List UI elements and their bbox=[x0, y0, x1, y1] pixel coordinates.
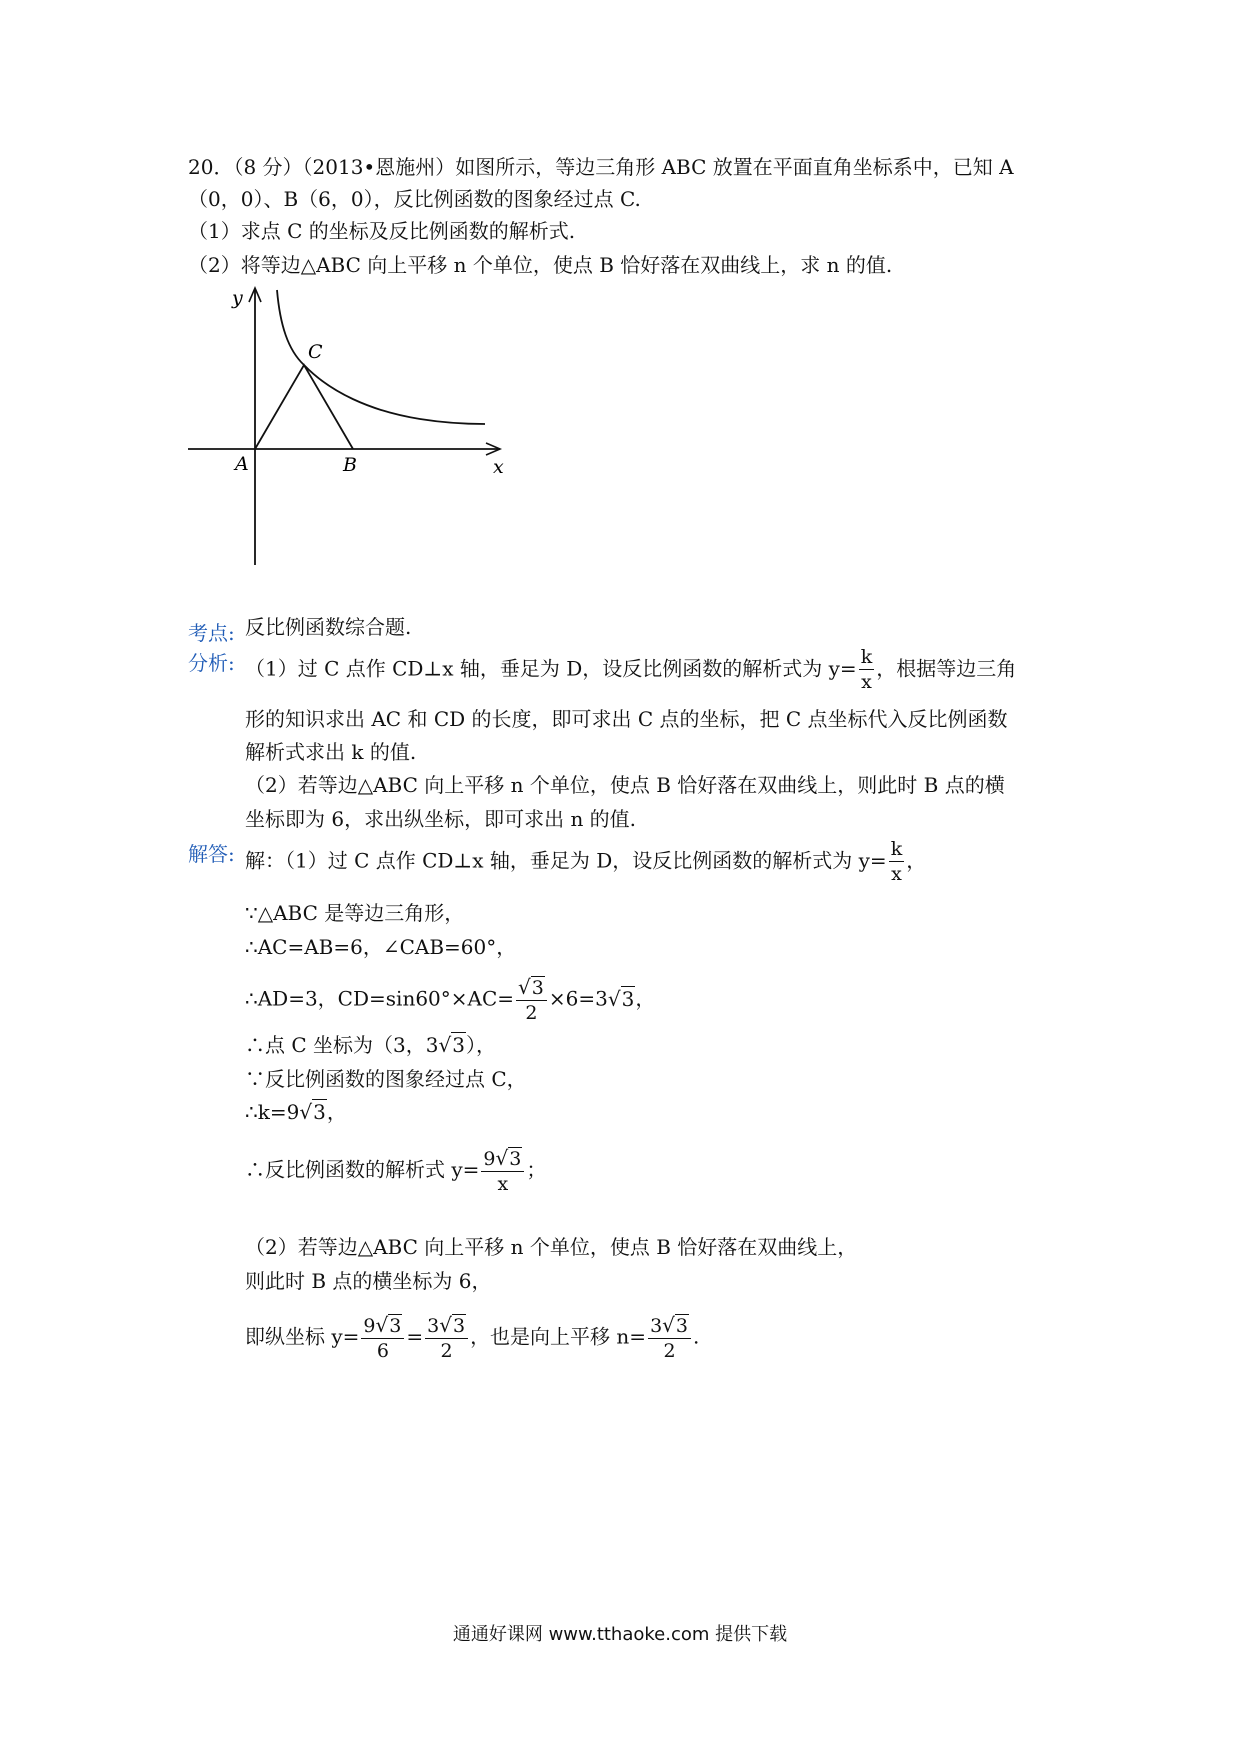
fenxi-line-4: （2）若等边△ABC 向上平移 n 个单位，使点 B 恰好落在双曲线上，则此时 B 点的横 bbox=[245, 773, 1005, 797]
jieda-part2-line-3 bbox=[245, 1315, 699, 1361]
triangle-abc bbox=[255, 365, 353, 449]
page-footer: 通通好课网 www.tthaoke.com 提供下载 bbox=[452, 1624, 788, 1645]
sqrt-sign: √3 bbox=[495, 1146, 522, 1170]
fraction-numerator bbox=[516, 977, 547, 1001]
y-axis-label: y bbox=[232, 287, 243, 309]
jieda-line-4 bbox=[245, 977, 655, 1023]
point-a-label: A bbox=[235, 453, 249, 475]
x-axis-label: x bbox=[493, 456, 504, 478]
problem-line-1: 20．（8 分）（2013•恩施州）如图所示，等边三角形 ABC 放置在平面直角坐标系中，已知 A bbox=[188, 155, 1014, 179]
jieda-part2-line-2: 则此时 B 点的横坐标为 6， bbox=[245, 1269, 492, 1293]
jieda-part2-line-3-mid: ，也是向上平移 n= bbox=[470, 1324, 647, 1349]
sqrt-sign: √3 bbox=[518, 975, 544, 999]
fraction-numerator bbox=[425, 1315, 468, 1339]
jieda-line-5-text: ∴点 C 坐标为（3，3 bbox=[245, 1033, 439, 1057]
jieda-line-3: ∴AC=AB=6，∠CAB=60°， bbox=[245, 935, 517, 959]
fraction-k-over-x bbox=[889, 840, 905, 884]
coefficient: 3 bbox=[650, 1315, 663, 1337]
fraction-denominator: x bbox=[891, 863, 902, 885]
equals-sign: = bbox=[406, 1324, 424, 1349]
fraction-3sqrt3-over-2 bbox=[425, 1315, 468, 1361]
radicand: 3 bbox=[621, 986, 635, 1011]
jieda-line-4-tail: ， bbox=[635, 986, 656, 1011]
sqrt-sign: √3 bbox=[438, 1033, 465, 1057]
sqrt-sign: √3 bbox=[662, 1313, 688, 1337]
jieda-label: 解答: bbox=[188, 842, 235, 866]
radicand: 3 bbox=[452, 1315, 466, 1337]
jieda-line-5-tail: ）， bbox=[465, 1033, 496, 1057]
fenxi-line-1 bbox=[245, 648, 1016, 692]
fenxi-line-2: 形的知识求出 AC 和 CD 的长度，即可求出 C 点的坐标，把 C 点坐标代入反比例函数 bbox=[245, 707, 1008, 731]
jieda-line-7 bbox=[245, 1097, 347, 1127]
radicand: 3 bbox=[313, 1100, 326, 1124]
sqrt-sign: √3 bbox=[439, 1313, 466, 1337]
fraction-numerator: k bbox=[860, 646, 873, 668]
fenxi-line-3: 解析式求出 k 的值. bbox=[245, 740, 417, 764]
sqrt-sign: √3 bbox=[375, 1313, 402, 1337]
fraction-9sqrt3-over-x bbox=[481, 1148, 524, 1194]
problem-line-2: （0，0）、B（6，0），反比例函数的图象经过点 C. bbox=[188, 187, 641, 211]
kaodian-label: 考点: bbox=[188, 621, 235, 645]
fraction-sqrt3-over-2 bbox=[516, 977, 547, 1023]
radicand: 3 bbox=[675, 1315, 688, 1337]
radicand: 3 bbox=[452, 1033, 465, 1057]
sqrt-sign: √3 bbox=[607, 986, 635, 1011]
radicand: 3 bbox=[531, 977, 544, 999]
coordinate-figure bbox=[180, 280, 520, 570]
jieda-line-7-text: ∴k=9 bbox=[245, 1100, 300, 1124]
fraction-numerator: k bbox=[890, 838, 903, 860]
jieda-line-7-tail: ， bbox=[326, 1100, 347, 1124]
jieda-line-1 bbox=[245, 840, 926, 884]
problem-question-1: （1）求点 C 的坐标及反比例函数的解析式. bbox=[188, 219, 576, 243]
fraction-denominator: 2 bbox=[663, 1340, 676, 1362]
jieda-line-5 bbox=[245, 1030, 496, 1060]
kaodian-text: 反比例函数综合题. bbox=[245, 615, 412, 639]
coefficient: 9 bbox=[363, 1315, 376, 1337]
point-c-label: C bbox=[308, 341, 323, 363]
jieda-line-2: ∵△ABC 是等边三角形， bbox=[245, 901, 465, 925]
fraction-numerator bbox=[648, 1315, 691, 1339]
problem-question-2: （2）将等边△ABC 向上平移 n 个单位，使点 B 恰好落在双曲线上，求 n 的值. bbox=[188, 253, 893, 277]
radicand: 3 bbox=[509, 1148, 522, 1170]
fraction-denominator: x bbox=[861, 671, 872, 693]
coefficient: 3 bbox=[427, 1315, 440, 1337]
jieda-line-4-text: ∴AD=3，CD=sin60°×AC= bbox=[245, 986, 515, 1011]
jieda-part2-line-3-text: 即纵坐标 y= bbox=[245, 1324, 360, 1349]
fraction-denominator: x bbox=[497, 1173, 509, 1195]
sqrt-sign: √3 bbox=[299, 1100, 326, 1124]
fenxi-line-1-tail: ，根据等边三角 bbox=[876, 656, 1017, 681]
fenxi-label: 分析: bbox=[188, 651, 235, 675]
fraction-numerator bbox=[481, 1148, 524, 1172]
jieda-line-8-tail: ； bbox=[526, 1157, 547, 1182]
jieda-line-8 bbox=[245, 1148, 546, 1194]
point-b-label: B bbox=[343, 454, 357, 476]
jieda-part2-line-1: （2）若等边△ABC 向上平移 n 个单位，使点 B 恰好落在双曲线上， bbox=[245, 1235, 858, 1259]
fenxi-line-5: 坐标即为 6，求出纵坐标，即可求出 n 的值. bbox=[245, 807, 637, 831]
jieda-line-1-tail: ， bbox=[906, 848, 927, 873]
fraction-numerator bbox=[361, 1315, 404, 1339]
fraction-k-over-x bbox=[859, 648, 875, 692]
fraction-denominator: 6 bbox=[376, 1340, 389, 1362]
fraction-denominator: 2 bbox=[525, 1002, 538, 1024]
fraction-denominator: 2 bbox=[440, 1340, 453, 1362]
jieda-part2-line-3-tail: . bbox=[693, 1324, 700, 1349]
coefficient: 9 bbox=[483, 1148, 496, 1170]
fraction-9sqrt3-over-6 bbox=[361, 1315, 404, 1361]
jieda-line-1-text: 解：（1）过 C 点作 CD⊥x 轴，垂足为 D，设反比例函数的解析式为 y= bbox=[245, 848, 887, 873]
radicand: 3 bbox=[389, 1315, 402, 1337]
jieda-line-8-text: ∴反比例函数的解析式 y= bbox=[245, 1157, 480, 1182]
fraction-3sqrt3-over-2 bbox=[648, 1315, 691, 1361]
jieda-line-4-mid: ×6=3 bbox=[548, 986, 608, 1011]
fenxi-line-1-text: （1）过 C 点作 CD⊥x 轴，垂足为 D，设反比例函数的解析式为 y= bbox=[245, 656, 857, 681]
jieda-line-6: ∵反比例函数的图象经过点 C， bbox=[245, 1067, 527, 1091]
